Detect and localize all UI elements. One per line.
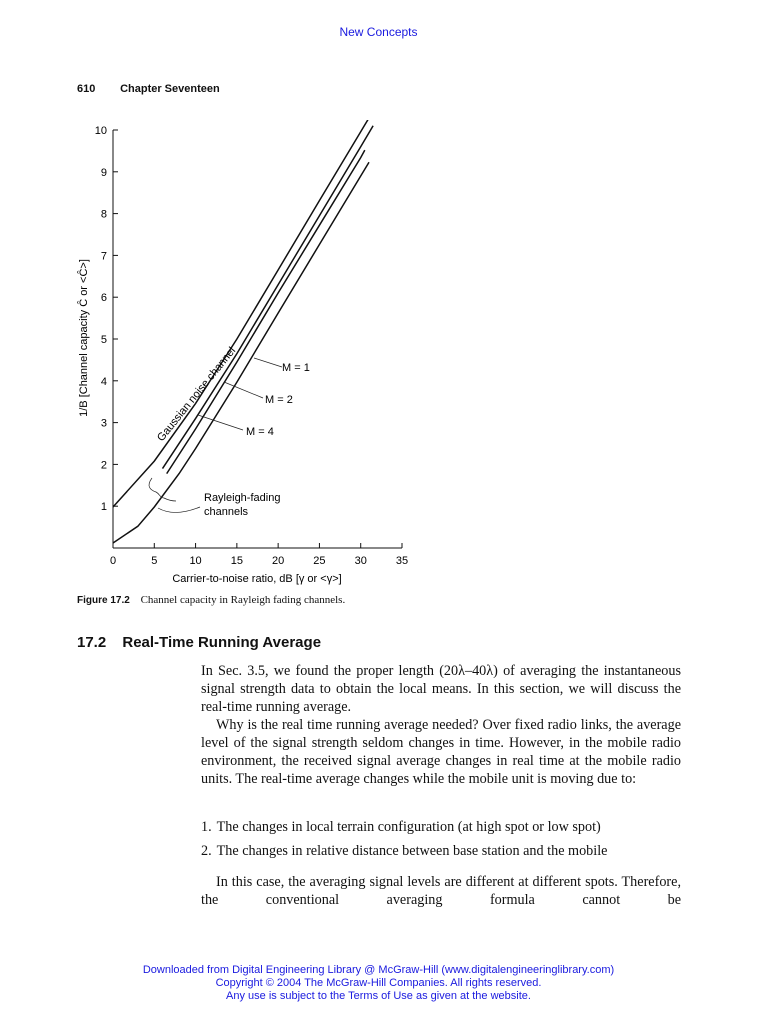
footer-line-1[interactable]: Downloaded from Digital Engineering Library @ McGraw-Hill (www.digitalengineeringlibrary.com): [142, 964, 615, 976]
gaussian-label: Gaussian noise channel: [155, 345, 239, 444]
y-tick-label: 2: [100, 459, 107, 472]
page-number: 610: [77, 83, 96, 95]
list-item-text: The changes in local terrain configuration (at high spot or low spot): [216, 819, 601, 835]
m4-leader: [198, 415, 243, 430]
m2-label: M = 2: [265, 394, 293, 406]
list-item-text: The changes in relative distance between base station and the mobile: [216, 843, 608, 859]
section-title: [77, 634, 321, 651]
curve-gaussian-noise-channel: [113, 120, 369, 507]
footer-line-3: Any use is subject to the Terms of Use as given at the website.: [226, 990, 531, 1002]
list-item-number: 2.: [201, 843, 212, 859]
rayleigh-label-line2: channels: [204, 506, 249, 518]
paragraph-1: In Sec. 3.5, we found the proper length (20λ–40λ) of averaging the instantaneous signal strength data to obtain the local means. In this section, we will discuss the real-time running average.: [201, 663, 681, 715]
paragraph-2: Why is the real time running average needed? Over fixed radio links, the average level of the signal strength seldom changes in time. However, in the mobile radio environment, the received signal average changes in real time at the mobile radio units. The real-time average changes while the mobile unit is moving due to:: [201, 717, 681, 787]
y-tick-label: 7: [100, 250, 107, 263]
m4-label: M = 4: [246, 426, 274, 438]
y-axis-label: 1/B [Channel capacity Ĉ or <Ĉ>]: [78, 259, 90, 417]
list-item: [201, 818, 701, 836]
x-tick-label: 30: [354, 555, 367, 567]
rayleigh-label-line1: Rayleigh-fading: [204, 492, 281, 504]
m1-leader: [254, 358, 282, 367]
section-heading: Real-Time Running Average: [122, 634, 322, 651]
figure-label: Figure 17.2: [77, 595, 130, 606]
channel-capacity-chart: [60, 120, 420, 590]
m2-leader: [224, 382, 263, 398]
list-item-number: 1.: [201, 819, 212, 835]
x-tick-label: 15: [230, 555, 243, 567]
rayleigh-brace: [149, 478, 176, 501]
y-tick-label: 4: [100, 375, 107, 388]
x-tick-label: 0: [109, 555, 117, 567]
rayleigh-leader: [158, 507, 200, 512]
curves: [113, 120, 373, 543]
footer-line-2: Copyright © 2004 The McGraw-Hill Companies. All rights reserved.: [215, 977, 542, 989]
footer: [0, 964, 757, 1003]
y-tick-label: 10: [94, 125, 107, 137]
x-tick-label: 35: [395, 555, 409, 567]
x-tick-label: 10: [189, 555, 202, 567]
x-tick-label: 5: [151, 555, 158, 567]
curve-m-1: [163, 126, 374, 469]
x-tick-label: 20: [272, 555, 285, 567]
paragraph-3: In this case, the averaging signal levels are different at different spots. Therefore, the conventional averaging formula cannot be: [201, 874, 681, 908]
y-tick-label: 3: [100, 417, 107, 430]
annotations: [149, 345, 310, 518]
y-tick-label: 8: [100, 208, 107, 221]
x-tick-label: 25: [313, 555, 326, 567]
y-tick-label: 6: [100, 292, 107, 305]
x-axis-label: Carrier-to-noise ratio, dB [γ or <γ>]: [172, 573, 342, 585]
chapter-title: Chapter Seventeen: [120, 83, 220, 95]
chart-axes: [113, 130, 402, 548]
curve-m-4: [113, 162, 369, 543]
y-tick-label: 9: [100, 166, 107, 179]
header-link[interactable]: New Concepts: [339, 25, 418, 39]
y-tick-label: 5: [100, 334, 107, 346]
y-tick-label: 1: [100, 501, 107, 514]
running-head: [77, 83, 220, 95]
figure-caption: [77, 594, 345, 606]
section-number: 17.2: [77, 634, 107, 651]
figure-caption-text: Channel capacity in Rayleigh fading channels.: [140, 594, 346, 606]
m1-label: M = 1: [282, 362, 310, 374]
list-item: [201, 842, 701, 860]
